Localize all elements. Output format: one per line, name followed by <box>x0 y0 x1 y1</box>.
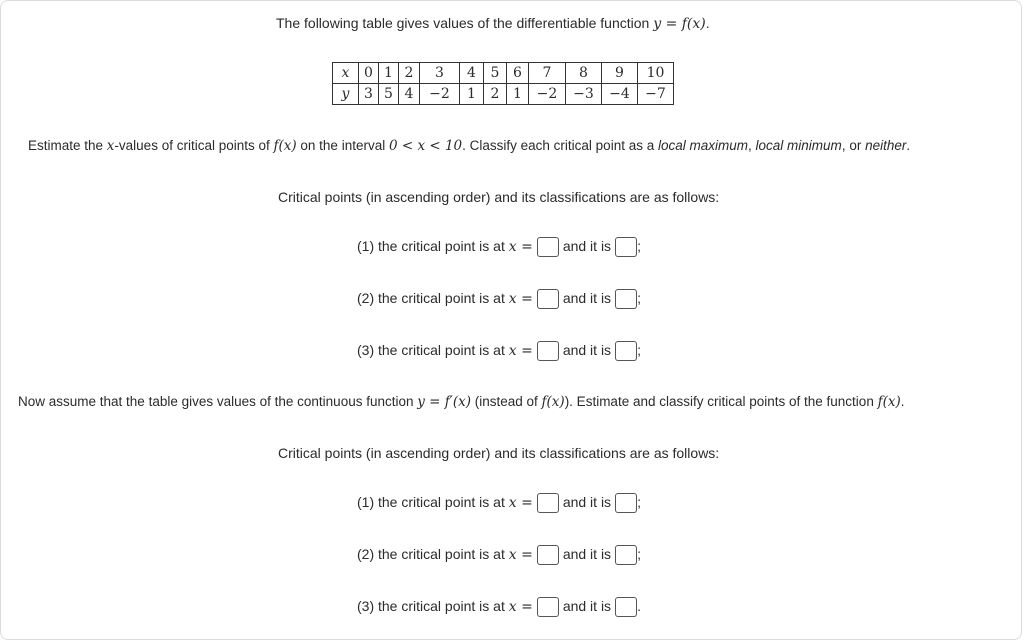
answer-math: x = <box>508 547 533 563</box>
answer-mid: and it is <box>562 342 612 358</box>
answer-mid: and it is <box>562 598 612 614</box>
part2-answer-1 <box>357 493 641 513</box>
answer-math: x = <box>508 343 533 359</box>
answer-prefix: (2) the critical point is at <box>357 290 509 306</box>
estimate-math: f(x) <box>273 138 297 154</box>
answer-math: x = <box>508 291 533 307</box>
answer-prefix: (1) the critical point is at <box>357 238 509 254</box>
now-math: y = f′(x) <box>417 394 471 410</box>
answer-end: ; <box>637 290 641 306</box>
answer-math: x = <box>508 599 533 615</box>
answer-end: ; <box>637 238 641 254</box>
table-cell-y: 5 <box>379 84 399 105</box>
table-row-x <box>333 63 674 84</box>
estimate-math: x <box>106 138 115 154</box>
table-cell-x: 0 <box>359 63 379 84</box>
estimate-text: , <box>748 138 756 153</box>
table-header-x: x <box>333 63 359 84</box>
estimate-text: -values of critical points of <box>114 138 274 153</box>
answer-mid: and it is <box>562 238 612 254</box>
table-cell-x: 2 <box>399 63 420 84</box>
classification-input[interactable] <box>615 493 637 513</box>
table-cell-y: 3 <box>359 84 379 105</box>
intro-before: The following table gives values of the differentiable function <box>276 15 654 31</box>
answer-math: x = <box>508 495 533 511</box>
table-cell-x: 6 <box>507 63 529 84</box>
table-cell-x: 4 <box>460 63 484 84</box>
table-header-y: y <box>333 84 359 105</box>
classification-input[interactable] <box>615 289 637 309</box>
table-cell-y: −2 <box>420 84 460 105</box>
x-value-input[interactable] <box>537 597 559 617</box>
intro-text <box>276 14 710 33</box>
x-value-input[interactable] <box>537 545 559 565</box>
part1-answer-2 <box>357 289 641 309</box>
x-value-input[interactable] <box>537 237 559 257</box>
estimate-emphasis: neither <box>865 138 907 153</box>
table-row-y <box>333 84 674 105</box>
now-text: ). Estimate and classify critical points of the function <box>564 394 878 409</box>
answer-prefix: (2) the critical point is at <box>357 546 509 562</box>
table-cell-y: 4 <box>399 84 420 105</box>
intro-math: y = f(x) <box>653 16 706 32</box>
estimate-text: . Classify each critical point as a <box>462 138 658 153</box>
table-cell-x: 3 <box>420 63 460 84</box>
answer-mid: and it is <box>562 546 612 562</box>
part1-answer-1 <box>357 237 641 257</box>
answer-prefix: (3) the critical point is at <box>357 598 509 614</box>
part1-answer-3 <box>357 341 641 361</box>
now-text: . <box>900 394 905 409</box>
table-cell-x: 8 <box>566 63 602 84</box>
answer-prefix: (1) the critical point is at <box>357 494 509 510</box>
answer-end: . <box>637 598 641 614</box>
table-cell-y: −7 <box>638 84 674 105</box>
x-value-input[interactable] <box>537 341 559 361</box>
table-cell-y: 1 <box>507 84 529 105</box>
classification-input[interactable] <box>615 341 637 361</box>
answer-prefix: (3) the critical point is at <box>357 342 509 358</box>
now-instruction <box>18 393 905 411</box>
table-cell-x: 1 <box>379 63 399 84</box>
estimate-text: , or <box>841 138 866 153</box>
now-text: (instead of <box>470 394 542 409</box>
critical-heading-1: Critical points (in ascending order) and its classifications are as follows: <box>278 189 720 205</box>
intro-after: . <box>705 15 710 31</box>
answer-end: ; <box>637 494 641 510</box>
estimate-text: on the interval <box>296 138 389 153</box>
answer-mid: and it is <box>562 494 612 510</box>
part2-answer-2 <box>357 545 641 565</box>
answer-end: ; <box>637 342 641 358</box>
table-cell-x: 7 <box>529 63 566 84</box>
table-cell-x: 5 <box>484 63 507 84</box>
critical-heading-2: Critical points (in ascending order) and its classifications are as follows: <box>278 445 720 461</box>
table-cell-y: 1 <box>460 84 484 105</box>
table-cell-y: −2 <box>529 84 566 105</box>
answer-math: x = <box>508 239 533 255</box>
estimate-instruction <box>28 137 910 155</box>
values-table <box>332 62 674 105</box>
classification-input[interactable] <box>615 597 637 617</box>
answer-mid: and it is <box>562 290 612 306</box>
x-value-input[interactable] <box>537 493 559 513</box>
estimate-emphasis: local maximum <box>657 138 749 153</box>
table-cell-y: 2 <box>484 84 507 105</box>
estimate-math: 0 < x < 10 <box>388 138 463 154</box>
now-text: Now assume that the table gives values of the continuous function <box>18 394 418 409</box>
estimate-text: Estimate the <box>28 138 107 153</box>
classification-input[interactable] <box>615 237 637 257</box>
table-cell-x: 10 <box>638 63 674 84</box>
now-math: f(x) <box>877 394 901 410</box>
part2-answer-3 <box>357 597 641 617</box>
estimate-text: . <box>906 138 911 153</box>
estimate-emphasis: local minimum <box>755 138 842 153</box>
x-value-input[interactable] <box>537 289 559 309</box>
table-cell-x: 9 <box>602 63 638 84</box>
table-cell-y: −4 <box>602 84 638 105</box>
table-cell-y: −3 <box>566 84 602 105</box>
answer-end: ; <box>637 546 641 562</box>
classification-input[interactable] <box>615 545 637 565</box>
now-math: f(x) <box>541 394 565 410</box>
